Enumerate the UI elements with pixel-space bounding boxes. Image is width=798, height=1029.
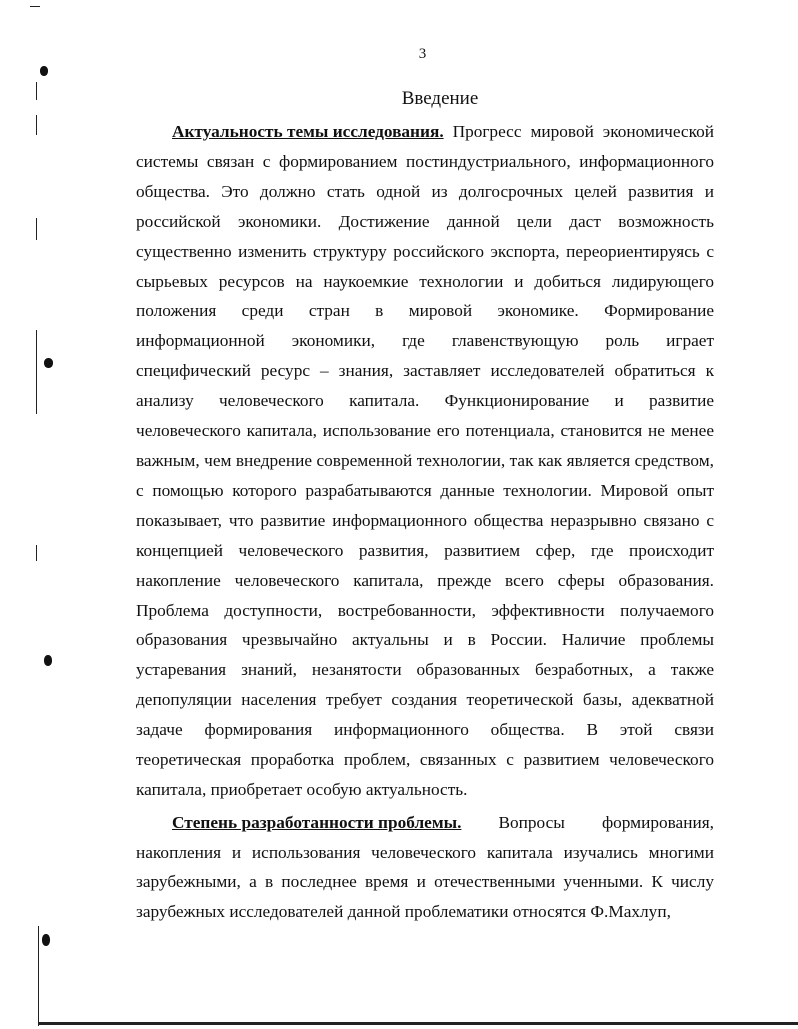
- punch-hole-mark: [44, 358, 53, 368]
- scan-edge-top-dash: [30, 6, 40, 7]
- paragraph-lead: Степень разработанности проблемы.: [172, 813, 462, 832]
- punch-hole-mark: [42, 934, 50, 946]
- scan-edge-line: [36, 545, 37, 561]
- paragraph-text: Вопросы формирования, накопления и использования человеческого капитала изучались многими зарубежными, а в последнее время и отечественными ученными. К числу зарубежных исследователей данной проблематики относятся Ф.Махлуп,: [136, 813, 714, 921]
- scan-edge-line-bottom: [38, 926, 39, 1026]
- scan-edge-line: [36, 330, 37, 414]
- scan-edge-bottom-border: [38, 1022, 798, 1025]
- paragraph-text: Прогресс мировой экономической системы связан с формированием постиндустриального, информационного общества. Это должно стать одной из долгосрочных целей развития и российской экономики. Достижение данной цели даст возможность существенно изменить структуру российского экспорта, переориентируясь с сырьевых ресурсов на наукоемкие технологии и добиться лидирующего положения среди стран в мировой экономике. Формирование информационной экономики, где главенствующую роль играет специфический ресурс – знания, заставляет исследователей обратиться к анализу человеческого капитала. Функционирование и развитие человеческого капитала, использование его потенциала, становится не менее важным, чем внедрение современной технологии, так как является средством, с помощью которого разрабатываются данные технологии. Мировой опыт показывает, что развитие информационного общества неразрывно связано с концепцией человеческого развития, развитием сфер, где происходит накопление человеческого капитала, прежде всего сферы образования. Проблема доступности, востребованности, эффективности получаемого образования чрезвычайно актуальны и в России. Наличие проблемы устаревания знаний, незанятости образованных безработных, а также депопуляции населения требует создания теоретической базы, адекватной задаче формирования информационного общества. В этой связи теоретическая проработка проблем, связанных с развитием человеческого капитала, приобретает особую актуальность.: [136, 122, 714, 799]
- paragraph-problem-development: [136, 808, 714, 926]
- paragraph-relevance: [136, 117, 714, 805]
- paragraph-lead: Актуальность темы исследования.: [172, 122, 444, 141]
- punch-hole-mark: [44, 655, 52, 666]
- section-title: Введение: [401, 88, 479, 109]
- page-number: 3: [418, 46, 427, 62]
- scan-edge-line: [36, 115, 37, 135]
- punch-hole-mark: [40, 66, 48, 76]
- scan-edge-line: [36, 218, 37, 240]
